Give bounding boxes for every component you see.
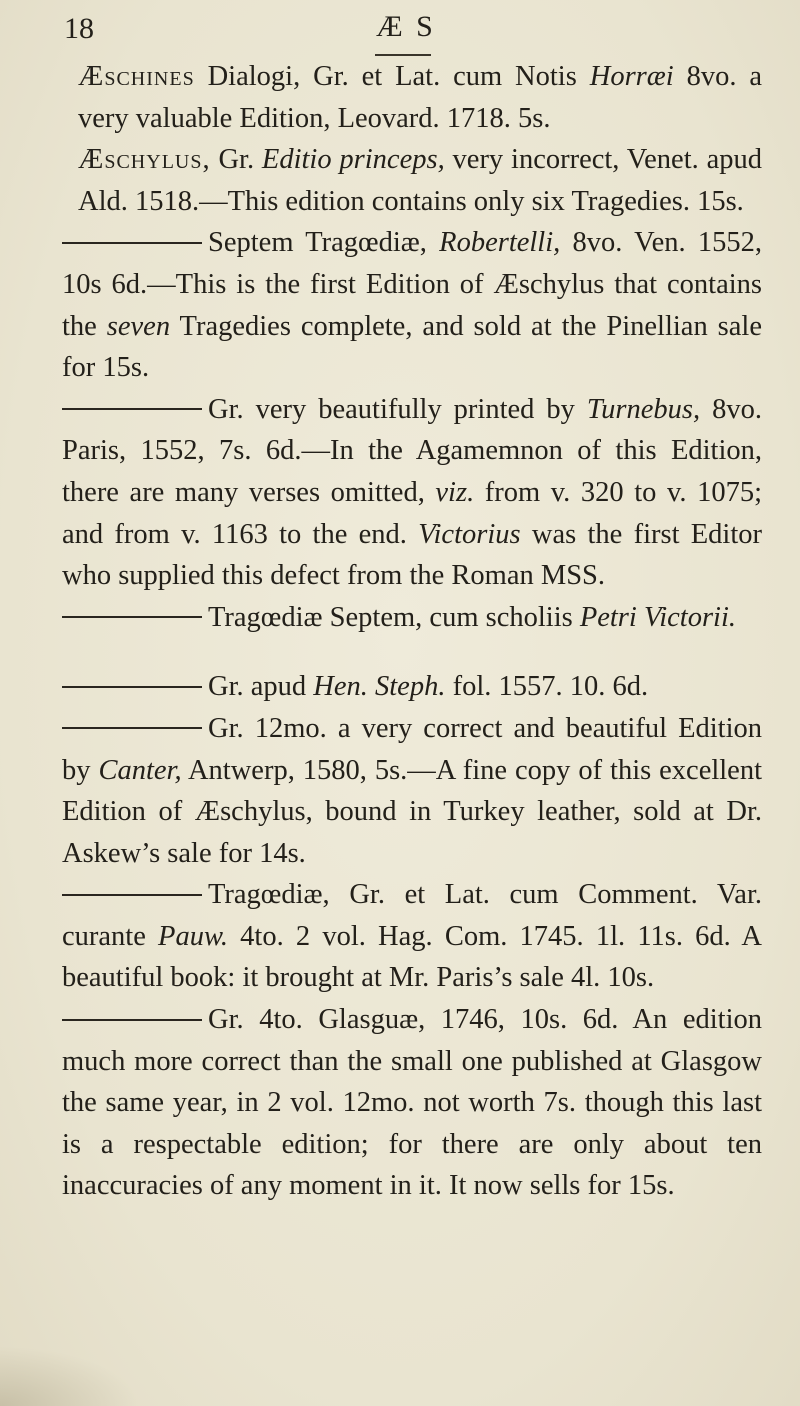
- ditto-dash: [62, 1019, 202, 1021]
- entry-author: Æschylus,: [78, 144, 211, 176]
- entry-rest: 8vo. Ven. 1552, 10s 6d.—This is the first Edition of Æschylus that contains the: [62, 227, 762, 342]
- entry-italic: Robertelli,: [439, 227, 561, 259]
- entry-italic: Petri Victorii.: [579, 601, 737, 633]
- entry-rest: was the first Editor who supplied this defect from the Roman MSS.: [62, 518, 762, 592]
- ditto-dash: [62, 894, 202, 896]
- entry-italic: viz.: [435, 476, 475, 508]
- entry-text: Tragœdiæ, Gr. et Lat. cum Comment. Var. curante: [62, 879, 762, 952]
- entry-italic: Canter,: [98, 754, 182, 786]
- entry-rest: Antwerp, 1580, 5s.—A fine copy of this excellent Edition of Æschylus, bound in Turkey leather, sold at Dr. Askew’s sale for 14s.: [62, 754, 763, 869]
- entry-glasgow: [62, 999, 762, 1207]
- entry-rest: fol. 1557. 10. 6d.: [445, 671, 649, 703]
- entry-rest: from v. 320 to v. 1075; and from v. 1163 to the end.: [62, 476, 762, 550]
- page-corner-shadow: [0, 1346, 140, 1406]
- entry-text: Gr. 12mo. a very correct and beautiful Edition by: [62, 712, 762, 786]
- entry-italic: Horræi: [589, 61, 674, 92]
- ditto-dash: [62, 686, 202, 688]
- entry-rest: Tragedies complete, and sold at the Pinellian sale for 15s.: [62, 310, 762, 384]
- entry-aeschines: [62, 56, 762, 139]
- entry-turnebus: [62, 389, 762, 597]
- catalogue-text: [62, 56, 762, 1207]
- entry-rest: 4to. 2 vol. Hag. Com. 1745. 1l. 11s. 6d. A beautiful book: it brought at Mr. Paris’s sale 4l. 10s.: [62, 920, 762, 994]
- entry-text: Gr.: [210, 144, 262, 176]
- entry-author: Æschines: [78, 61, 195, 92]
- running-head: Æ S: [376, 10, 436, 43]
- entry-text: Dialogi, Gr. et Lat. cum Notis: [194, 61, 590, 92]
- entry-text: Septem Tragœdiæ,: [208, 227, 440, 259]
- ditto-dash: [62, 242, 202, 244]
- page-number: 18: [64, 12, 94, 45]
- entry-petri-victorii: [62, 597, 762, 639]
- entry-aeschylus-editio-princeps: [62, 139, 762, 222]
- ditto-dash: [62, 727, 202, 729]
- ditto-dash: [62, 408, 202, 410]
- entry-stephanus: [62, 666, 762, 708]
- entry-rest: 8vo. a very valuable Edition, Leovard. 1718. 5s.: [78, 61, 763, 134]
- entry-text: Tragœdiæ Septem, cum scholiis: [208, 601, 580, 633]
- entry-text: Gr. 4to. Glasguæ, 1746, 10s. 6d. An edition much more correct than the small one published at Glasgow the same year, in 2 vol. 12mo. not worth 7s. though this last is a respectable edition; for there are only about ten inaccuracies of any moment in it. It now sells for 15s.: [62, 1004, 762, 1202]
- entry-text: Gr. apud: [208, 671, 314, 703]
- entry-canter: [62, 708, 762, 874]
- entry-italic: Turnebus,: [586, 393, 701, 425]
- entry-italic: Victorius: [418, 518, 521, 550]
- entry-pauw: [62, 874, 762, 999]
- ditto-dash: [62, 616, 202, 618]
- entry-italic: Editio princeps,: [261, 144, 445, 176]
- page-header: [62, 8, 752, 48]
- spacer: [62, 638, 762, 666]
- entry-septem-robertelli: [62, 222, 762, 388]
- entry-italic: seven: [106, 310, 171, 342]
- entry-rest: 8vo. Paris, 1552, 7s. 6d.—In the Agamemnon of this Edition, there are many verses omitted,: [62, 393, 762, 508]
- entry-rest: very incorrect, Venet. apud Ald. 1518.—This edition contains only six Tragedies. 15s.: [78, 144, 762, 217]
- entry-italic: Pauw.: [158, 920, 228, 952]
- entry-italic: Hen. Steph.: [313, 671, 446, 703]
- entry-text: Gr. very beautifully printed by: [208, 393, 587, 425]
